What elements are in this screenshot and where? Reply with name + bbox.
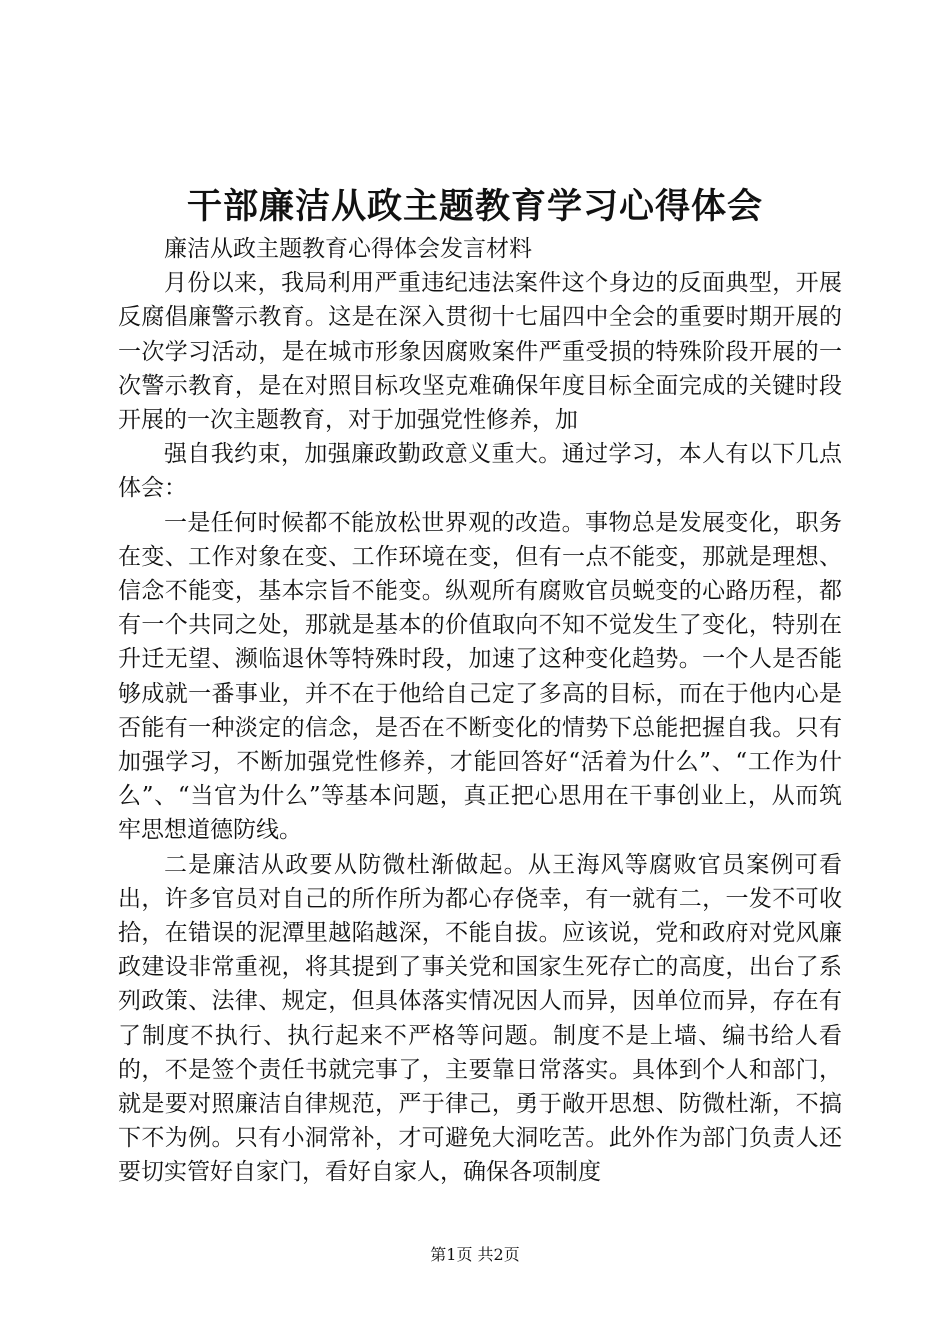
paragraph: 二是廉洁从政要从防微杜渐做起。从王海风等腐败官员案例可看出，许多官员对自己的所作所为都心存侥幸，有一就有二，一发不可收拾，在错误的泥潭里越陷越深，不能自拔。应该说，党和政府对党风廉政建设非常重视，将其提到了事关党和国家生死存亡的高度，出台了系列政策、法律、规定，但具体落实情况因人而异，因单位而异，存在有了制度不执行、执行起来不严格等问题。制度不是上墙、编书给人看的，不是签个责任书就完事了，主要靠日常落实。具体到个人和部门，就是要对照廉洁自律规范，严于律己，勇于敞开思想、防微杜渐，不搞下不为例。只有小洞常补，才可避免大洞吃苦。此外作为部门负责人还要切实管好自家门，看好自家人，确保各项制度 [118,851,842,1186]
paragraph: 月份以来，我局利用严重违纪违法案件这个身边的反面典型，开展反腐倡廉警示教育。这是在深入贯彻十七届四中全会的重要时期开展的一次学习活动，是在城市形象因腐败案件严重受损的特殊阶段开展的一次警示教育，是在对照目标攻坚克难确保年度目标全面完成的关键时段开展的一次主题教育，对于加强党性修养，加 [118,270,842,434]
paragraph-subtitle: 廉洁从政主题教育心得体会发言材料 [164,236,532,262]
document-title: 干部廉洁从政主题教育学习心得体会 [186,186,763,227]
paragraph: 强自我约束，加强廉政勤政意义重大。通过学习，本人有以下几点体会： [118,441,842,502]
page-footer: 第1页 共2页 [430,1245,520,1264]
document-body [118,232,842,1190]
paragraph: 一是任何时候都不能放松世界观的改造。事物总是发展变化，职务在变、工作对象在变、工作环境在变，但有一点不能变，那就是理想、信念不能变，基本宗旨不能变。纵观所有腐败官员蜕变的心路历程，都有一个共同之处，那就是基本的价值取向不知不觉发生了变化，特别在升迁无望、濒临退休等特殊时段，加速了这种变化趋势。一个人是否能够成就一番事业，并不在于他给自己定了多高的目标，而在于他内心是否能有一种淡定的信念，是否在不断变化的情势下总能把握自我。只有加强学习，不断加强党性修养，才能回答好“活着为什么”、“工作为什么”、“当官为什么”等基本问题，真正把心思用在干事创业上，从而筑牢思想道德防线。 [118,509,842,844]
